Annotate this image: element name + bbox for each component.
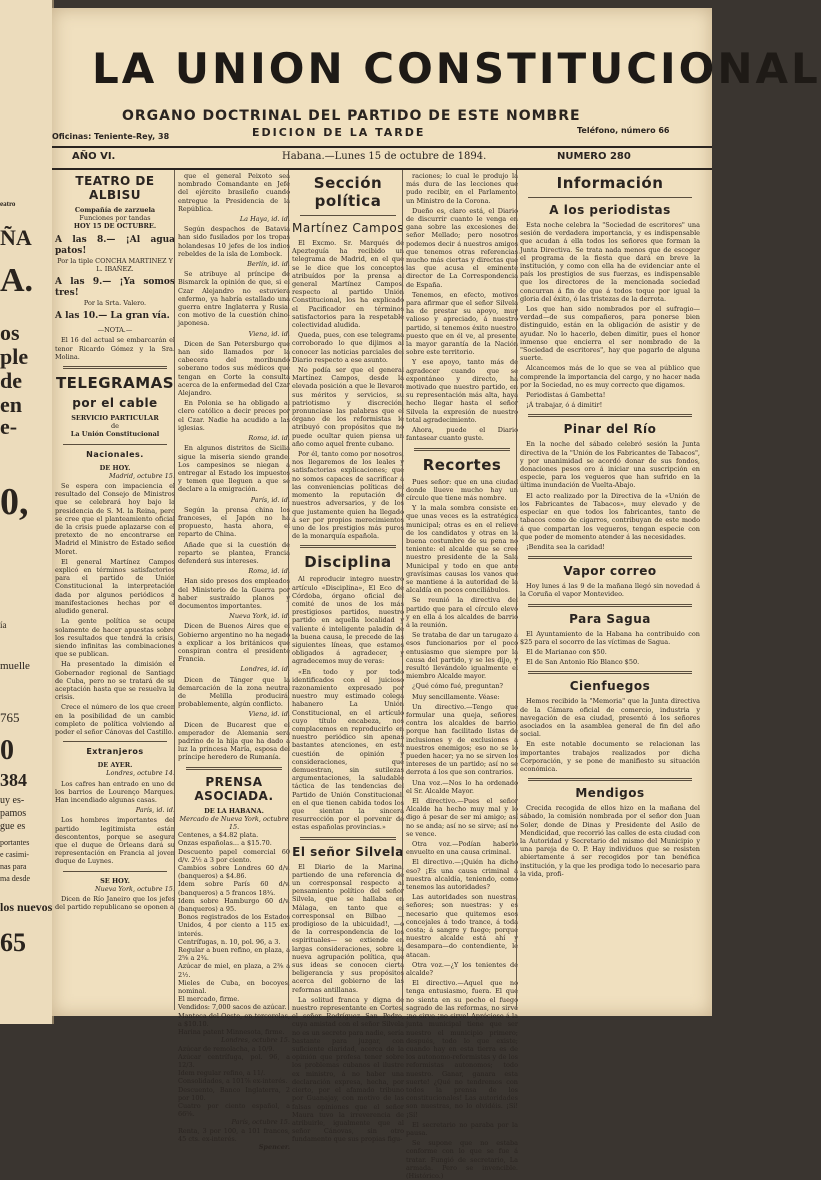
- se-hoy-label: SE HOY.: [100, 876, 130, 885]
- article-paragraph: «En todo y por todo identificados con el juicioso razonamiento expresado por nuestro muy estimado colega habanero La Unión Constitucional, en el artículo cuyo título encabeza, nos complacemos en reproducirlo en nuestro periódico sin apenas bastantes atenciones, en esta cuestión de opinión y consideraciones, que demuestran, sin sutilezas argumentaciones, la saludable táctica de las tendencias del Partido de Unión Constitucional, en el que tienen cabida todos los que sientan la sincera resurrección por el porvenir de estas españolas provincias.»: [292, 667, 404, 832]
- column-4: [402, 170, 521, 1180]
- left-fragment: ma desde: [0, 874, 30, 883]
- divider: [63, 871, 167, 872]
- show-3: A las 10.— La gran vía.: [55, 311, 170, 322]
- article-paragraph: ¡Á trabajar, ó á dimitir!: [526, 401, 603, 410]
- article-paragraph: Alcancemos más de lo que se vea al público que comprende la importancia del cargo, y no hacer nada por la Sociedad, no es muy correcto que digamos.: [520, 364, 700, 389]
- article-paragraph: Se atribuye al príncipe de Bismarck la opinión de que, si el Czar Alejandro no estuviera enfermo, ya habría estallado una guerra entre Inglaterra y Rusia, con motivo de la cuestión chino-japonesa.: [178, 270, 290, 328]
- prensa-row: Centenes, a $4.82 plata.: [178, 831, 259, 840]
- prensa-row: Idem regular refino, a 11/.: [178, 1069, 266, 1078]
- column-2: [174, 170, 293, 1151]
- recortes-heading: Recortes: [422, 455, 502, 474]
- article-paragraph: Por él, tanto como por nosotros, nos llegaremos de los leales y satisfactorias explicaciones; que no somos capaces de sacrificar á las conveniencias políticas del momento la reputación de nuestros adversarios, y de los que justamente quien ha llegado á ser por propios merecimientos uno de los prestigios más puros de la monarquía española.: [292, 450, 404, 541]
- article-paragraph: Se espera con impaciencia el resultado del Consejo de Ministros que se celebrará hoy bajo la presidencia de S. M. la Reina, pero se cree que el planteamiento oficial de la crisis puede aplazarse con el pretexto de no encontrarse en Madrid el Ministro de Estado señor Moret.: [55, 482, 175, 556]
- newspaper-title: LA UNION CONSTITUCIONAL: [92, 44, 821, 93]
- article-paragraph: Dicen de Buenos Aires que el Gobierno argentino no ha negado a explicar a los británicos que conspiran contra el presidente Francia.: [178, 622, 290, 664]
- disciplina-heading: Disciplina: [304, 553, 392, 572]
- cienfuegos-heading: Cienfuegos: [569, 679, 651, 694]
- dialogue-line: ¿Qué cómo fué, preguntan?: [412, 682, 503, 691]
- left-fragment: 384: [0, 770, 27, 790]
- article-paragraph: En algunos distritos de Sicilia sigue la miseria siendo grande. Los campesinos se niegan a entregar al Estado los impuestos y temen que lleguen a que se declare a la emigración.: [178, 444, 290, 494]
- theatre-sub: Funciones por tandas: [79, 214, 151, 223]
- column-1: [52, 170, 178, 1010]
- dialogue-line: Se trataba de dar un tarugazo á esos funcionarios por el poco entusiasmo que siempre por la causa del partido, y se les dijo, y resultó llevándolo igualmente el miembro Alcalde mayor.: [406, 631, 518, 681]
- dialogue-line: Se supone que no estaba conforme con lo que se fue á tratar. Fungió de secretario, La armada. Pero se invencible. (Histórico.): [406, 1139, 518, 1180]
- left-fragment: en: [0, 392, 22, 417]
- article-paragraph: El Diario de la Marina, partiendo de una referencia de un corresponsal respecto al pensamiento político del señor Silvela, que se hallaba en Málaga, en tanto que el corresponsal en Bilbao —prodigioso de la ubicuidad!, —o de la correspondencia de los espirituales— se extiende en largas consideraciones, sobre la nueva agrupación política, que sus ideas se conocen cierta beligerancia y sus propósitos acerca del gobierno de las reformas antillanas.: [292, 862, 404, 994]
- prensa-row: Centrífugas, n. 10, pol. 96, a 3.: [178, 937, 281, 946]
- left-fragment: eatro: [0, 200, 16, 208]
- left-fragment: 65: [0, 928, 26, 957]
- de-ayer-label: DE AYER.: [97, 761, 133, 770]
- service-label-2: de: [110, 422, 119, 431]
- article-paragraph: Pues señor: que en una ciudad donde llueve mucho hay un círculo que tiene más nombre.: [406, 477, 518, 502]
- de-hoy-label: DE HOY.: [99, 463, 131, 472]
- prensa-row: Cuatro por ciento español, a 66⅝.: [178, 1101, 290, 1119]
- left-fragment: ÑA: [0, 225, 32, 250]
- service-label-3: La Unión Constitucional: [70, 430, 160, 439]
- informacion-heading: Información: [556, 174, 664, 192]
- issue-date: Habana.—Lunes 15 de octubre de 1894.: [282, 151, 487, 162]
- divider: [186, 767, 282, 770]
- left-fragment: gue es: [0, 821, 26, 832]
- prensa-row: Consolidados, a 101⅞ ex-interés.: [178, 1077, 288, 1086]
- prensa-row: Renta, 3 por 100, a 101 francos, 45 cts. ex-interés.: [178, 1126, 290, 1143]
- dialogue-line: Otra voz.—¿Y los tenientes de alcalde?: [406, 960, 518, 978]
- column-5: [516, 170, 703, 1010]
- article-paragraph: Dicen de Río Janeiro que los jefes del partido republicano se oponen a: [55, 894, 175, 912]
- dialogue-line: El directivo.—Pues el señor Alcalde ha hecho muy mal y lo digo á pesar de ser mi amigo; así no se anda; así no se sirve; así no se vence.: [406, 797, 518, 838]
- dateline: Berlín, id. id.: [247, 260, 290, 269]
- article-paragraph: Y la mala sombra consiste en que unas veces es la estratégica municipal; otras es en el relieve de los candidatos y otras en la buena costumbre de su pena no teniente: el alcalde que se cree nuestro presidente de la Sala Municipal y todo en que ante gravísimas causas los vanos que se mantiene á la autoridad de la alcaldía en pocos conciliábulos.: [406, 504, 518, 595]
- divider: [63, 366, 167, 369]
- prensa-heading: PRENSA ASOCIADA.: [194, 774, 274, 803]
- article-paragraph: El Excmo. Sr. Marqués de Apezteguía ha recibido un telegrama de Madrid, en el que se le dice que los conceptos atribuídos por la prensa al general Martínez Campos, respecto al partido Unión Constitucional, los ha explicado el Pacificador en términos satisfactorios para la respetable colectividad aludida.: [292, 239, 404, 330]
- article-paragraph: En Polonia se ha obligado al clero católico a decir preces por el Czar. Nadie ha acudido a las iglesias.: [178, 399, 290, 432]
- prensa-row: Idem sobre París 60 d/v. (banqueros) a 5 francos 18¾.: [178, 880, 290, 897]
- prensa-paris-dateline: París, octubre 15.: [231, 1118, 290, 1127]
- dateline: Roma, id. id.: [248, 434, 290, 443]
- divider: [528, 604, 692, 607]
- article-paragraph: Dueño es, claro está, el Diario de discurrir cuanto le venga en gana sobre las excesiones del señor Mellado; pero nosotros podemos decir á nuestros amigos que tenemos otras referencias mucho más ciertas y directas que las que acusa el eminente director de La Correspondencia de España.: [406, 206, 518, 289]
- martinez-campos-heading: Martínez Campos: [292, 221, 404, 235]
- dateline: Londres, id. id.: [240, 665, 290, 674]
- article-paragraph: Dicen de Bucarest que el emperador de Alemania será padrino de la hija que ha dado a luz la princesa María, esposa del príncipe heredero de Rumanía.: [178, 720, 290, 762]
- seccion-politica-heading: Sección política: [313, 174, 383, 210]
- article-paragraph: Ha presentado la dimisión el Gobernador regional de Santiago de Cuba, pero no se tratará de su aceptación hasta que se resuelva la crisis.: [55, 660, 175, 702]
- prensa-row: Azúcar de remolacha, a 10/9.: [178, 1044, 275, 1053]
- article-paragraph: En este notable documento se relacionan las importantes trabajos realizados por dicha Corporación, y se pone de manifiesto su situación económica.: [520, 740, 700, 773]
- left-fragment: 0: [0, 735, 14, 766]
- left-fragment: ple: [0, 344, 29, 369]
- dateline: La Haya, id. id.: [239, 215, 290, 224]
- year-label: AÑO VI.: [72, 151, 116, 162]
- show-1: A las 8.— ¡Al agua patos!: [55, 234, 175, 256]
- article-paragraph: Según despachos de Batavia han sido fusilados por los tropas holandesas 10 jefes de los indios rebeldes de la isla de Lombock.: [178, 225, 290, 258]
- show-1-detail: Por la tiple CONCHA MARTINEZ Y L. IBAÑEZ.: [57, 256, 173, 273]
- article-paragraph: El acto realizado por la Directiva de la «Unión de los Fabricantes de Tabacos», muy elevado y de especiar en que todos los fabricantes, tanto de tabacos como de cigarros, contribuyan de este modo á que compartan los vegueros, tengan especie con que poder de momento atender á las necesidades.: [520, 491, 700, 541]
- article-paragraph: Según la prensa china los franceses, el Japón no ha propuesto, hasta ahora, el reparto de China.: [178, 505, 290, 539]
- article-paragraph: Añade que si la cuestión de reparto se plantea, Francia defenderá sus intereses.: [178, 540, 290, 565]
- article-paragraph: El de San Antonio Río Blanco $50.: [526, 658, 640, 667]
- divider: [528, 671, 692, 674]
- article-paragraph: Los cafres han entrado en uno de los barrios de Lourenço Marques. Han incendiado algunas casas.: [55, 779, 175, 804]
- article-paragraph: Crece el número de los que creen en la posibilidad de un cambio completo de política volviendo al poder el señor Cánovas del Castillo.: [55, 703, 175, 736]
- prensa-row: Harina patent Minnesota, firme.: [178, 1028, 285, 1037]
- dateline-bar: [52, 146, 712, 170]
- prensa-subheading: DE LA HABANA.: [204, 806, 264, 815]
- note-label: —NOTA.—: [97, 326, 133, 335]
- dateline: Viena, id. id.: [248, 710, 290, 719]
- article-paragraph: Los hombres importantes del partido legitimista están descontentos, porque se asegura que el duque de Orleans dará su representación en Francia al joven duque de Luynes.: [55, 816, 175, 866]
- left-fragment: 0,: [0, 481, 29, 523]
- divider: [528, 778, 692, 781]
- dialogue-line: Un directivo.—Tengo que formular una queja, señores, contra los alcaldes de barrio, porque han facilitado listas de inclusiones y de exclusiones á nuestros enemigos; eso no se lo pueden hacer; ya no se sirven los intereses de un partido; así no se derrota á los que son contrarios.: [406, 702, 518, 777]
- pinar-heading: Pinar del Río: [563, 422, 657, 437]
- prensa-row: Bonos registrados de los Estados Unidos, 4 por ciento a 115 ex-interés.: [178, 913, 290, 938]
- london-dateline: Londres, octubre 14.: [106, 769, 175, 778]
- divider: [528, 556, 692, 559]
- theatre-company: Compañía de zarzuela: [74, 206, 156, 214]
- silvela-heading: El señor Silvela: [292, 844, 404, 859]
- divider: [300, 215, 396, 216]
- left-page-background: [0, 0, 54, 1024]
- prensa-signature: Spencer.: [258, 1142, 290, 1151]
- prensa-row: Azúcar centrífuga, pol. 96, a 12/3.: [178, 1052, 290, 1069]
- left-fragment: os: [0, 320, 20, 345]
- article-paragraph: Dicen de San Petersburgo que han sido llamados por la cabecera del moribundo soberano todos sus médicos que tengan en Corte la consulta acerca de la enfermedad del Czar Alejandro.: [178, 339, 290, 398]
- prensa-market: Mercado de Nueva York, octubre 15.: [179, 814, 289, 832]
- article-paragraph: El Ayuntamiento de la Habana ha contribuido con $25 para el socorro de las víctimas de Sagua.: [520, 629, 700, 646]
- article-paragraph: Al reproducir integro nuestro artículo «Disciplina», El Eco de Córdoba, órgano oficial del comité de unos de los más prestigiosos partidos, nuestro partido en aquella localidad y valiente é inteligente paladín de la buena causa, le precede de las siguientes líneas, que estamos obligados á agradecer, y agradecemos muy de veras:: [292, 575, 404, 666]
- extranjeros-heading: Extranjeros: [86, 747, 144, 757]
- periodistas-heading: A los periodistas: [549, 203, 671, 217]
- article-paragraph: Tenemos, en efecto, motivos para afirmar que el señor Silvela ha de prestar su apoyo, muy valioso y apreciado, á nuestro partido, si tenemos éxito nuestro, puesto que en él ve, al presente, la mayor garantía de la Nación sobre este territorio.: [406, 290, 518, 357]
- left-fragment: 765: [0, 710, 20, 725]
- article-paragraph: No podía ser que el general Martínez Campos, desde la elevada posición a que le llevaron sus méritos y servicios, su patriotismo y discreción, pronunciase las palabras que el órgano de los reformistas le atribuyó con propósitos que no puede ocultar quien piensa un año como aquel frente cubano.: [292, 366, 404, 448]
- issue-number: NUMERO 280: [557, 151, 631, 162]
- dialogue-line: El secretario no paraba por la pausa.: [406, 1120, 518, 1137]
- left-fragment: e-: [0, 414, 18, 439]
- telegrams-subheading: por el cable: [72, 396, 158, 411]
- left-fragment: A.: [0, 262, 34, 299]
- divider: [63, 741, 167, 742]
- left-fragment: portantes: [0, 838, 30, 847]
- masthead: [52, 8, 821, 158]
- article-paragraph: raciones; lo cual le produjo la más dura de las lecciones que pudo recibir, en el Parlamento, un Ministro de la Corona.: [406, 172, 518, 205]
- article-paragraph: La gente política se ocupa solamente de hacer apuestas sobre los resultados que tendrá la crisis, siendo infinitas las combinaciones que se publican.: [55, 617, 175, 659]
- article-paragraph: Periodistas á Gambetta!: [526, 391, 606, 400]
- dateline: Nueva York, id. id.: [229, 612, 290, 621]
- left-fragment: muelle: [0, 660, 30, 672]
- article-paragraph: que el general Peixoto sea nombrado Comandante en Jefe del ejército brasileño cuando entregue la Presidencia de la República.: [178, 172, 290, 213]
- divider: [528, 414, 692, 417]
- article-paragraph: Ahora, puede el Diario fantasear cuanto guste.: [406, 426, 518, 443]
- madrid-dateline: Madrid, octubre 15.: [108, 471, 175, 480]
- show-2-detail: Por la Srta. Valero.: [83, 299, 147, 308]
- article-paragraph: Hemos recibido la "Memoria" que la Junta directiva de la Cámara oficial de comercio, industria y navegación de esa ciudad, presentó á los señores asociados en la asamblea general de fin del año social.: [520, 697, 700, 739]
- prensa-row: Manteca del Oeste, en tercerolas, a $10.10.: [178, 1011, 290, 1028]
- mendigos-heading: Mendigos: [575, 786, 645, 801]
- prensa-row: Mieles de Cuba, en bocoyes, nominal.: [178, 978, 290, 996]
- article-paragraph: Crecida recogida de ellos hizo en la mañana del sábado, la comisión nombrada por el señor don Juan Soler, donde de Dinas y Presidente del Asilo de Mendicidad, que recorrió las calles de esta ciudad con la Autoridad y Secretario del mismo del Municipio y una pareja de O. P. Hay individuos que se resisten abiertamente á ser recogidos por tan benéfica institución, y la que les prodiga todo lo necesario para la vida, profi-: [520, 804, 701, 878]
- article-paragraph: Queda, pues, con ese telegrama corroborado lo que dijimos al conocer las noticias parciales del Diario respecto a ese asunto.: [292, 331, 404, 364]
- article-paragraph: El general Martínez Campos explicó en términos satisfactorios para el partido de Unión Constitucional la interpretación dada por algunos periódicos a manifestaciones hechas por el aludido general.: [55, 557, 175, 616]
- dialogue-line: El directivo.—¡Quién ha dicho eso? ¡Es una causa criminal á nuestra alcaldía, teniendo, como tenemos las autoridades?: [406, 858, 518, 892]
- note-text: El 16 del actual se embarcarán el tenor Ricardo Gómez y la Sra. Molina.: [55, 336, 175, 361]
- telegrams-heading: TELEGRAMAS: [55, 374, 175, 393]
- phone-number: Teléfono, número 66: [577, 126, 670, 135]
- left-fragment: pamos: [0, 808, 27, 819]
- divider: [63, 444, 167, 445]
- dateline: Viena, id. id.: [248, 329, 290, 338]
- vapor-correo-heading: Vapor correo: [563, 564, 657, 579]
- service-label: SERVICIO PARTICULAR: [71, 414, 159, 423]
- column-3: [288, 170, 407, 1144]
- article-paragraph: Los que han sido nombrados por el sufragio—verdad—de sus compañeros, para ponerse bien distinguido, están en la obligación de asistir y de ayudar. No lo hacerlo, deben dimitir, pues el honor inmenso que encierra el ser nombrado de la "Sociedad de escritores", hay que pagarlo de alguna suerte.: [520, 305, 700, 363]
- left-fragment: e casimi-: [0, 850, 30, 859]
- prensa-row: Regular a buen refino, en plaza, a 2⅝ a 2¾.: [178, 946, 290, 963]
- prensa-row: Descuento, Banco Inglaterra, 2 por 100.: [178, 1085, 290, 1102]
- article-paragraph: El de Marianao con $50.: [526, 647, 607, 656]
- article-paragraph: Han sido presos dos empleados del Ministerio de la Guerra por haber sustraído planos y documentos importantes.: [178, 577, 290, 610]
- ny-dateline: Nueva York, octubre 15.: [94, 884, 175, 893]
- left-fragment: de: [0, 368, 22, 393]
- article-paragraph: En la noche del sábado celebró sesión la Junta directiva de la "Unión de los Fabricantes de Tabacos", y por unanimidad se acordó donar de sus fondos, donaciones pesos oro á iniciar una suscripción en especie, para los vegueros que han sufrido en la última inundación de Vuelta-Abajo.: [520, 440, 700, 490]
- dialogue-line: Una voz.—Nos lo ha ordenado el Sr. Alcalde Mayor.: [406, 778, 518, 795]
- divider: [528, 197, 692, 198]
- article-paragraph: Hoy lunes á las 9 de la mañana llegó sin novedad á la Coruña el vapor Montevideo.: [520, 582, 700, 599]
- article-paragraph: Esta noche celebra la "Sociedad de escritores" una sesión de verdadera importancia, y es indispensable que acudan á ella todos los señores que forman la Junta Directiva. Se trata nada menos que de escoger el programa de la fiesta que dará en breve la institución, y como con ella ha de evidenciar ante el país los prestigios de sus fuerzas, es indispensable que los directores de la mencionada sociedad concurran á fin de que á todos toque por igual la gloria del éxito, ó las tristezas de la derrota.: [520, 221, 700, 303]
- divider: [414, 448, 510, 451]
- left-fragment: ía: [0, 620, 7, 630]
- office-address: Oficinas: Teniente-Rey, 38: [52, 132, 170, 141]
- prensa-row: Onzas españolas... a $15.70.: [178, 839, 272, 848]
- dialogue-line: Muy sencillamente. Véase:: [412, 692, 500, 701]
- prensa-london-dateline: Londres, octubre 15.: [221, 1036, 290, 1045]
- dialogue-line: El directivo.—Aquel que no tenga entusiasmo, fuera. El que no sienta en su pecho el fuego sagrado de las reformas, no sirve ¡no sirve ¡no sirve! Apréciese á la junta municipal tiene que ser nuestro el municipio primero; después, todo lo que existe; cuando hay en esta tierra es de los autonomo-reformistas y de los reformistas autonomos; todo nuestro. Ganar, ganara esta suerte! ¿Qué no tendremos con todos la prensa de los constitucionales! Las autoridades son nuestras, no lo olvidéis. ¡Sí! ¡Sí!: [406, 979, 518, 1119]
- article-paragraph: Y ese apoyo, tanto más de agradecer cuando que se expontáneo y directo, ha motivado que nuestro partido, en su representación más alta, haya hecho llegar hasta el señor Silvela la expresión de nuestro total agradecimiento.: [406, 358, 518, 424]
- prensa-row: Azúcar de miel, en plaza, a 2⅜ a 2½.: [178, 962, 290, 979]
- theatre-date: HOY 15 DE OCTUBRE.: [73, 222, 157, 231]
- article-paragraph: La solitud franca y digna de nuestro representante en Cortes, el señor Rodríguez San Pedro, cuya amistad con el señor Silvela no es un secreto para nadie, sería bastante para juzgar, con suficiente claridad, acerca de la opinión que profesa tener sobre los problemas cubanos el ilustre ex ministro, á no haber una declaración expresa, hecha, por cierto, por el afamado tribuno por Guanajay, con motivo de las falsas opiniones que el señor Maura tuvo la irreverencia de atribuirle, igualmente que al señor Cánovas, sin otro fundamento que sus propias figu-: [292, 995, 404, 1144]
- dialogue-line: Otra voz.—Podían haberlo envuelto en una causa criminal.: [406, 840, 518, 857]
- edition-label: EDICION DE LA TARDE: [252, 126, 426, 139]
- paris-dateline: París, id. id.: [135, 806, 175, 815]
- prensa-row: El mercado, firme.: [178, 995, 240, 1004]
- divider: [300, 837, 396, 840]
- dialogue-line: Las autoridades son nuestras, señores; son nuestras: y es necesario que quitemos esos concejales á todo trance, á toda costa; á sangre y fuego; porque nuestro alcalde está ahí y desampara—do contendiente, le atacan.: [406, 893, 518, 959]
- dateline: Roma, id. id.: [248, 567, 290, 576]
- prensa-row: Idem sobre Hamburgo 60 d/v. (banqueros) a 95.: [178, 896, 290, 914]
- left-fragment: uy es-: [0, 795, 25, 806]
- prensa-row: Cambios sobre Londres 60 d/v. (banqueros) a $4.86.: [178, 864, 290, 881]
- article-paragraph: ¡Bendita sea la caridad!: [526, 542, 605, 551]
- left-fragment: los nuevos: [0, 900, 53, 914]
- dateline: París, id. id.: [250, 495, 290, 504]
- newspaper-page: [52, 8, 821, 1180]
- divider: [300, 545, 396, 548]
- theatre-heading: TEATRO DE ALBISU: [75, 174, 155, 202]
- prensa-row: Descuento papel comercial 60 d/v. 2½ a 3 por ciento.: [178, 847, 290, 864]
- left-fragment: nas para: [0, 862, 27, 871]
- para-sagua-heading: Para Sagua: [569, 611, 651, 626]
- prensa-row: Vendidos: 7,000 sacos de azúcar.: [178, 1003, 287, 1012]
- nacionales-heading: Nacionales.: [86, 449, 144, 459]
- article-paragraph: Se reunió la directiva del partido que para el círculo elevó y en ella á los alcaldes de barrio á la reunión.: [406, 596, 518, 629]
- show-2: A las 9.— ¡Ya somos tres!: [55, 277, 175, 299]
- newspaper-subtitle: ORGANO DOCTRINAL DEL PARTIDO DE ESTE NOMBRE: [122, 108, 581, 124]
- article-paragraph: Dicen de Tánger que la demarcación de la zona neutral de Melilla producirá, probablemente, algún conflicto.: [178, 675, 290, 709]
